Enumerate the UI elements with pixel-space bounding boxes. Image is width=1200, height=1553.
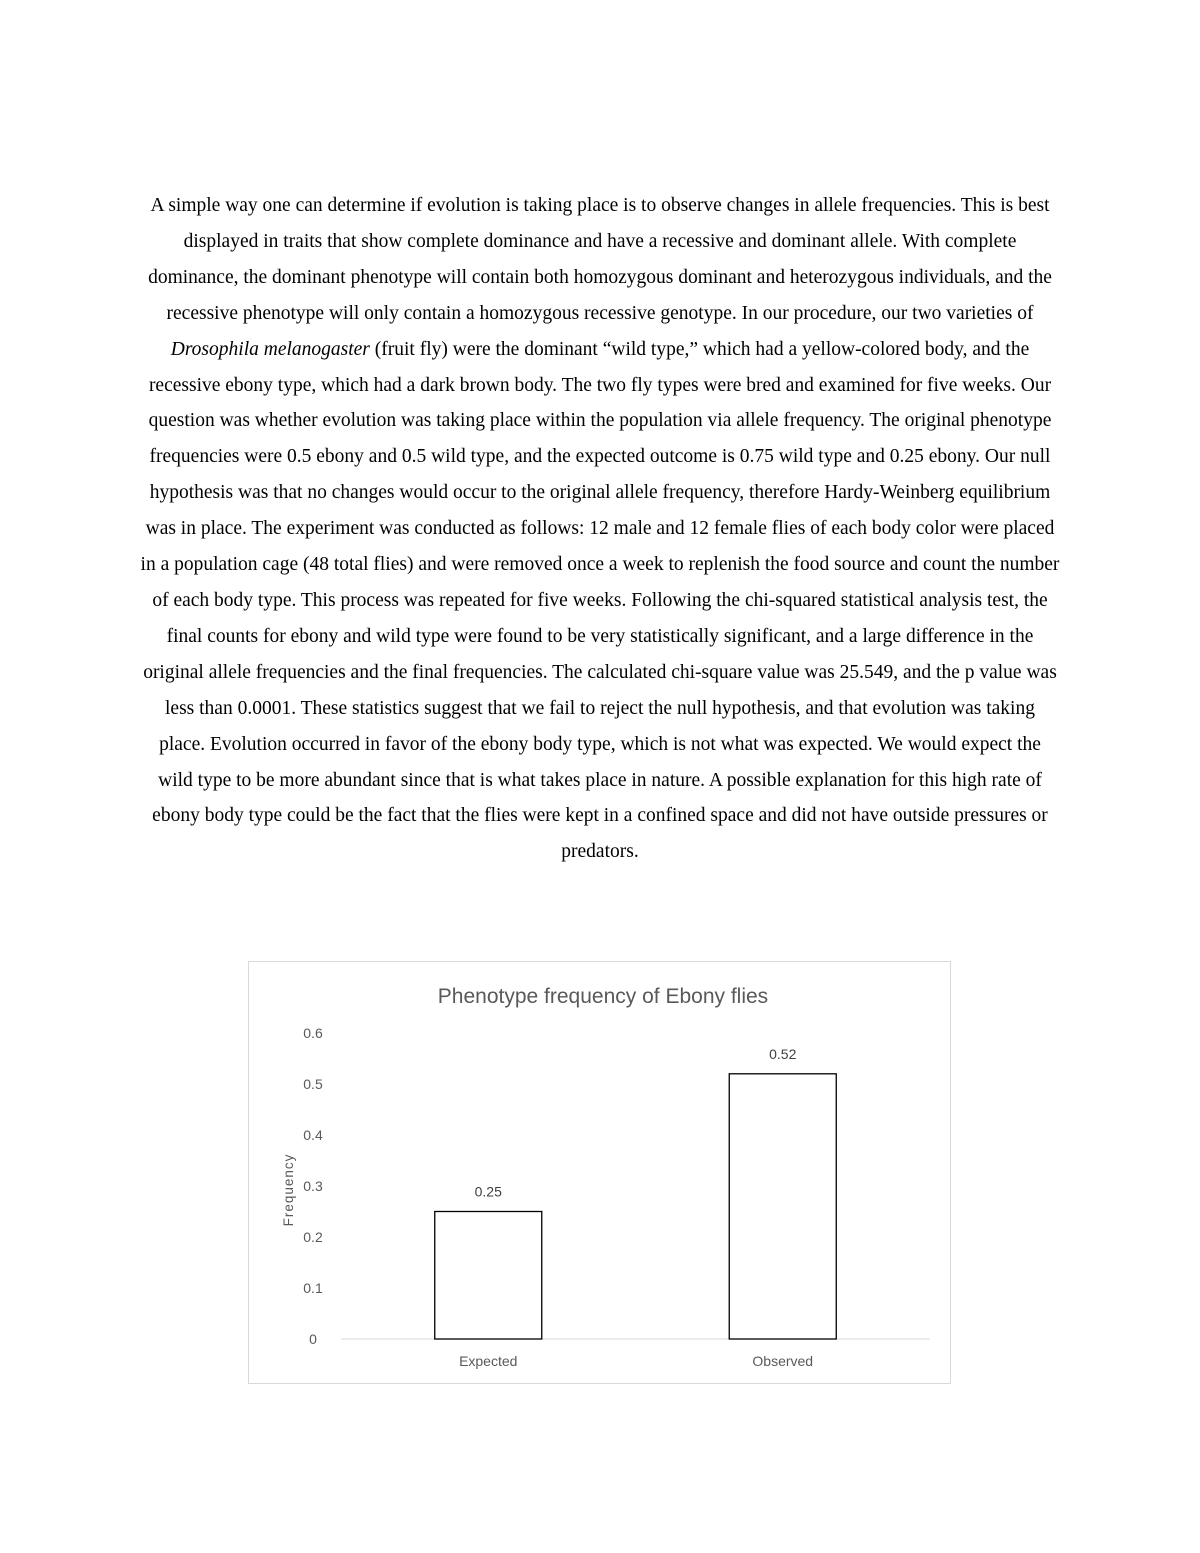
bar-expected bbox=[435, 1212, 542, 1340]
y-tick-label: 0.5 bbox=[303, 1076, 323, 1092]
x-tick-label: Observed bbox=[752, 1353, 814, 1369]
data-label: 0.52 bbox=[769, 1045, 797, 1062]
paragraph-text-part-2: (fruit fly) were the dominant “wild type,” which had a yellow-colored body, and the recessive ebony type, which had a dark brown body. The two fly types were bred and examined for five weeks. Our question was whether evolution was taking place within the population via allele frequency. The original phenotype frequencies were 0.5 ebony and 0.5 wild type, and the expected outcome is 0.75 wild type and 0.25 ebony. Our null hypothesis was that no changes would occur to the original allele frequency, therefore Hardy-Weinberg equilibrium was in place. The experiment was conducted as follows: 12 male and 12 female flies of each body color were placed in a population cage (48 total flies) and were removed once a week to replenish the food source and count the number of each body type. This process was repeated for five weeks. Following the chi-squared statistical analysis test, the final counts for ebony and wild type were found to be very statistically significant, and a large difference in the original allele frequencies and the final frequencies. The calculated chi-square value was 25.549, and the p value was less than 0.0001. These statistics suggest that we fail to reject the null hypothesis, and that evolution was taking place. Evolution occurred in favor of the ebony body type, which is not what was expected. We would expect the wild type to be more abundant since that is what takes place in nature. A possible explanation for this high rate of ebony body type could be the fact that the flies were kept in a confined space and did not have outside pressures or predators. bbox=[140, 338, 1060, 863]
y-tick-label: 0.6 bbox=[303, 1025, 323, 1041]
y-tick-label: 0.3 bbox=[303, 1178, 323, 1194]
x-tick-labels bbox=[459, 1353, 813, 1369]
y-tick-label: 0 bbox=[309, 1331, 317, 1347]
species-name: Drosophila melanogaster bbox=[170, 338, 370, 360]
data-label: 0.25 bbox=[474, 1183, 502, 1200]
bars bbox=[435, 1074, 837, 1339]
y-tick-label: 0.1 bbox=[303, 1280, 323, 1296]
y-axis-label: Frequency bbox=[281, 1153, 296, 1227]
bar-chart bbox=[249, 962, 952, 1385]
y-tick-label: 0.4 bbox=[303, 1127, 323, 1143]
body-paragraph bbox=[140, 188, 1060, 870]
y-tick-labels bbox=[303, 1025, 323, 1347]
chart-title: Phenotype frequency of Ebony flies bbox=[437, 985, 769, 1008]
x-tick-label: Expected bbox=[459, 1353, 518, 1369]
y-tick-label: 0.2 bbox=[303, 1229, 323, 1245]
chart-frame bbox=[248, 961, 951, 1384]
paragraph-text-part-1: A simple way one can determine if evolution is taking place is to observe changes in allele frequencies. This is best displayed in traits that show complete dominance and have a recessive and dominant allele. With complete dominance, the dominant phenotype will contain both homozygous dominant and heterozygous individuals, and the recessive phenotype will only contain a homozygous recessive genotype. In our procedure, our two varieties of bbox=[148, 195, 1052, 324]
bar-observed bbox=[729, 1074, 836, 1339]
